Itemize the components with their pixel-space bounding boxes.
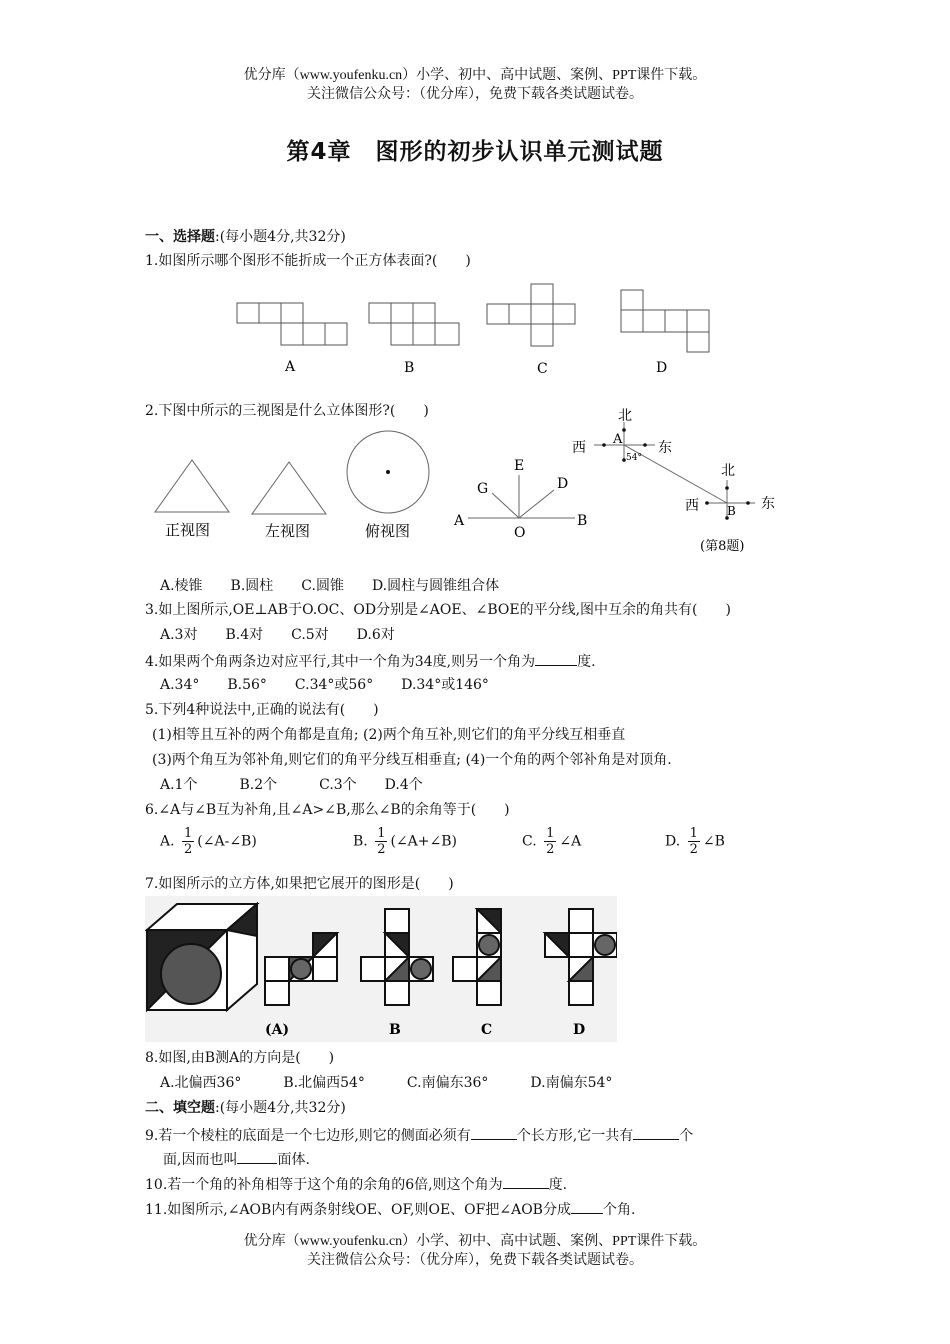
angle-label: 54° xyxy=(626,453,642,463)
q4-text-a: 4.如果两个角两条边对应平行,其中一个角为34度,则另一个角为 xyxy=(145,654,536,670)
q6-option-b-label: B. xyxy=(353,833,368,850)
frac-num: 1 xyxy=(377,826,386,841)
q6-option-c xyxy=(522,826,581,857)
q7-cube xyxy=(147,904,257,1010)
q7-label-b: B xyxy=(389,1022,401,1038)
q10-text-a: 10.若一个角的补角相等于这个角的余角的6倍,则这个角为 xyxy=(145,1177,503,1193)
section-1-note: :(每小题4分,共32分) xyxy=(215,229,346,245)
q11-text-b: 个角. xyxy=(602,1202,636,1218)
q9-text-d: 面,因而也叫 xyxy=(163,1152,238,1168)
front-view-label: 正视图 xyxy=(165,521,211,539)
q9-text-c: 个 xyxy=(679,1128,694,1144)
footer-line-1: 优分库（www.youfenku.cn）小学、初中、高中试题、案例、PPT课件下载。 xyxy=(243,1234,707,1249)
q5-options: A.1个 B.2个 C.3个 D.4个 xyxy=(160,777,423,793)
q10-blank[interactable] xyxy=(503,1174,549,1189)
west-label-a: 西 xyxy=(572,440,586,456)
west-label-b: 西 xyxy=(685,498,699,514)
q2-options: A.棱锥 B.圆柱 C.圆锥 D.圆柱与圆锥组合体 xyxy=(160,578,500,594)
q7-label-a: (A) xyxy=(265,1022,290,1038)
front-view-triangle xyxy=(155,460,229,512)
q6-option-b xyxy=(353,826,457,857)
frac-den: 2 xyxy=(184,842,193,857)
q11-text xyxy=(145,1199,635,1219)
q6-option-d-label: D. xyxy=(665,833,681,850)
side-view-triangle xyxy=(252,462,326,514)
q9-text-a: 9.若一个棱柱的底面是一个七边形,则它的侧面必须有 xyxy=(145,1128,471,1144)
q9-text-e: 面体. xyxy=(277,1152,310,1168)
frac-den: 2 xyxy=(377,842,386,857)
section-2-heading xyxy=(145,1099,346,1117)
q4-text-b: 度. xyxy=(577,654,596,670)
q9-text-cont xyxy=(163,1149,310,1169)
q6-option-d-expr: ∠B xyxy=(702,833,725,850)
q5-statement-2: (3)两个角互为邻补角,则它们的角平分线互相垂直; (4)一个角的两个邻补角是对顶角. xyxy=(152,752,672,768)
q6-option-c-label: C. xyxy=(522,833,537,850)
q1-net-b xyxy=(369,303,459,345)
frac-num: 1 xyxy=(689,826,698,841)
top-view-center-dot xyxy=(386,470,390,474)
section-1-name: 一、选择题 xyxy=(145,229,215,245)
q3-options: A.3对 B.4对 C.5对 D.6对 xyxy=(160,627,395,643)
q5-text: 5.下列4种说法中,正确的说法有( ) xyxy=(145,702,379,718)
page-title: 第4章 图形的初步认识单元测试题 xyxy=(286,139,664,165)
q4-blank[interactable] xyxy=(535,651,577,666)
q8-direction-figure xyxy=(560,400,790,560)
q9-blank-2[interactable] xyxy=(633,1125,679,1140)
q6-option-d xyxy=(665,826,725,857)
q1-cube-nets-figure xyxy=(230,282,720,382)
q4-text xyxy=(145,651,596,671)
q7-text: 7.如图所示的立方体,如果把它展开的图形是( ) xyxy=(145,876,454,892)
east-label-a: 东 xyxy=(658,440,672,456)
top-view-label: 俯视图 xyxy=(365,522,411,540)
q1-net-d xyxy=(621,290,709,352)
side-view-label: 左视图 xyxy=(265,522,311,540)
q11-text-a: 11.如图所示,∠AOB内有两条射线OE、OF,则OE、OF把∠AOB分成 xyxy=(145,1202,571,1218)
q4-options: A.34° B.56° C.34°或56° D.34°或146° xyxy=(160,677,489,693)
section-2-note: :(每小题4分,共32分) xyxy=(215,1100,346,1116)
frac-den: 2 xyxy=(546,842,555,857)
point-g-label: G xyxy=(477,481,489,497)
q6-option-c-fraction xyxy=(544,826,556,857)
q7-label-c: C xyxy=(481,1022,493,1038)
q6-option-b-fraction xyxy=(375,826,387,857)
frac-num: 1 xyxy=(546,826,555,841)
q2-three-views-figure xyxy=(145,425,445,545)
north-label-a: 北 xyxy=(618,408,632,424)
point-e-label: E xyxy=(514,458,525,474)
q1-net-c xyxy=(487,284,575,346)
frac-num: 1 xyxy=(184,826,193,841)
q6-text: 6.∠A与∠B互为补角,且∠A>∠B,那么∠B的余角等于( ) xyxy=(145,802,510,818)
q6-option-d-fraction xyxy=(688,826,700,857)
q11-blank[interactable] xyxy=(571,1199,603,1214)
point-o-label: O xyxy=(514,525,526,541)
footer-line-2: 关注微信公众号：（优分库），免费下载各类试题试卷。 xyxy=(307,1253,643,1268)
q9-text-b: 个长方形,它一共有 xyxy=(516,1128,634,1144)
q3-text: 3.如上图所示,OE⊥AB于O.OC、OD分别是∠AOE、∠BOE的平分线,图中互余的角共有( ) xyxy=(145,602,731,618)
point-d-label: D xyxy=(557,476,569,492)
point-a-label: A xyxy=(454,513,465,529)
east-label-b: 东 xyxy=(761,496,775,512)
q6-option-b-expr: (∠A+∠B) xyxy=(390,833,457,850)
point-b-label: B xyxy=(577,513,588,529)
q1-label-d: D xyxy=(656,360,668,376)
q6-option-a-expr: (∠A-∠B) xyxy=(197,833,257,850)
figure-8-caption: (第8题) xyxy=(700,539,745,554)
point-a-label: A xyxy=(613,432,623,447)
q1-label-c: C xyxy=(537,361,548,377)
q1-label-a: A xyxy=(285,359,296,375)
q1-text: 1.如图所示哪个图形不能折成一个正方体表面?( ) xyxy=(145,253,471,269)
frac-den: 2 xyxy=(689,842,698,857)
q1-net-a xyxy=(237,303,347,345)
q8-text: 8.如图,由B测A的方向是( ) xyxy=(145,1050,335,1066)
q6-option-c-expr: ∠A xyxy=(559,833,582,850)
north-label-b: 北 xyxy=(721,463,735,479)
q10-text xyxy=(145,1174,567,1194)
q10-text-b: 度. xyxy=(548,1177,568,1193)
point-b-label: B xyxy=(727,504,736,518)
q1-label-b: B xyxy=(404,360,415,376)
q7-cube-figure xyxy=(145,896,617,1042)
q2-text: 2.下图中所示的三视图是什么立体图形?( ) xyxy=(145,403,429,419)
q9-blank-1[interactable] xyxy=(471,1125,517,1140)
section-2-name: 二、填空题 xyxy=(145,1100,215,1116)
section-1-heading xyxy=(145,228,346,246)
q8-options: A.北偏西36° B.北偏西54° C.南偏东36° D.南偏东54° xyxy=(160,1075,613,1091)
q5-statement-1: (1)相等且互补的两个角都是直角; (2)两个角互补,则它们的角平分线互相垂直 xyxy=(152,727,626,743)
q6-option-a xyxy=(160,826,257,857)
header-line-1: 优分库（www.youfenku.cn）小学、初中、高中试题、案例、PPT课件下载。 xyxy=(243,68,707,83)
q6-option-a-label: A. xyxy=(160,833,175,850)
q9-blank-3[interactable] xyxy=(237,1149,277,1164)
header-line-2: 关注微信公众号：（优分库），免费下载各类试题试卷。 xyxy=(307,87,643,102)
q6-option-a-fraction xyxy=(182,826,194,857)
q9-text xyxy=(145,1125,693,1145)
q7-label-d: D xyxy=(573,1022,586,1038)
